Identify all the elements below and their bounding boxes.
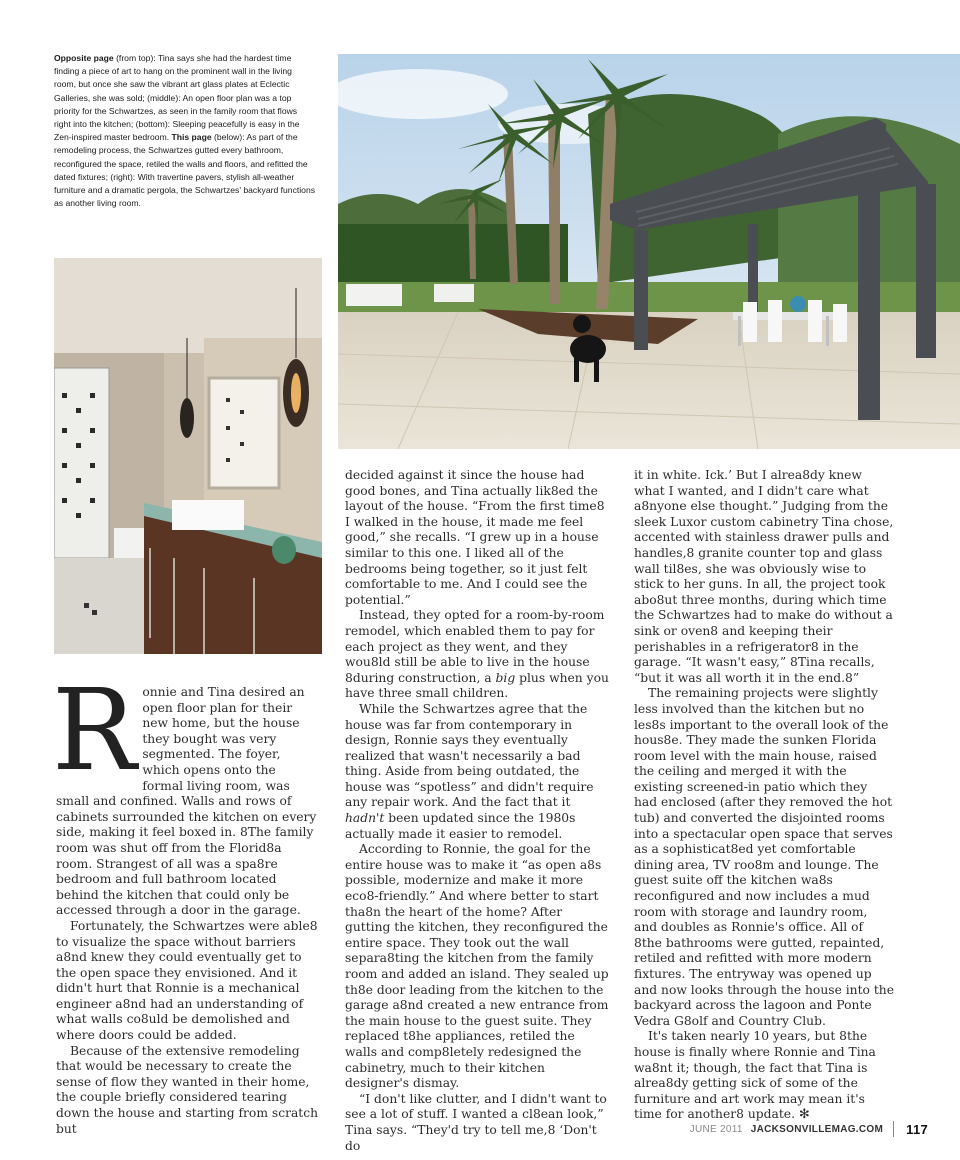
footer-divider xyxy=(893,1121,894,1137)
article-column-2 xyxy=(345,468,609,1154)
emphasis-text: big xyxy=(495,670,516,685)
article-paragraph: The remaining projects were slightly less involved than the kitchen but no les8s important to the overall look of the hous8e. They made the sunken Florida room level with the main house, raised the ceiling and merged it with the existing screened-in patio which they had enclosed (after they removed the hot tub) and converted the disjointed rooms into a spectacular open space that serves as a sophisticat8ed yet comfortable dining area, TV roo8m and lounge. The guest suite off the kitchen wa8s reconfigured and now includes a mud room with storage and laundry room, and doubles as Ronnie's office. All of 8the bathrooms were gutted, repainted, retiled and refitted with more modern fixtures. The entryway was opened up and now looks through the house into the backyard across the lagoon and Ponte Vedra G8olf and Country Club. xyxy=(634,686,894,1028)
paragraph-text: onnie and Tina desired an open floor plan for their new home, but the house they bought was very segmented. The foyer, which opens onto the formal living room, was small and confined. Walls and rows of cabinets surrounded the kitchen on every side, making it feel boxed in. 8The family room was shut off from the Florid8a room. Strangest of all was a spa8re bedroom and full bathroom located behind the kitchen that could only be accessed through a door in the garage. xyxy=(56,685,317,918)
page-number: 117 xyxy=(906,1121,928,1137)
article-paragraph: “I don't like clutter, and I didn't want to see a lot of stuff. I wanted a cl8ean look,” Tina says. “They'd try to tell me,8 ‘Don't do xyxy=(345,1091,607,1153)
article-paragraph: According to Ronnie, the goal for the entire house was to make it “as open a8s possible, modernize and make it more eco8-friendly.” And where better to start tha8n the heart of the home? After gutting the kitchen, they reconfigured the entire space. They took out the wall separa8ting the kitchen from the family room and added an island. They sealed up th8e door leading from the kitchen to the garage a8nd created a new entrance from the main house to the guest suite. They replaced t8he appliances, retiled the walls and comp8letely redesigned the cabinetry, much to their kitchen designer's dismay. xyxy=(345,842,609,1091)
article-paragraph xyxy=(345,702,609,842)
article-paragraph xyxy=(52,666,320,919)
article-paragraph: Fortunately, the Schwartzes were able8 to visualize the space without barriers a8nd knew they could eventually get to the open space they envisioned. And it didn't hurt that Ronnie is a mechanical engineer a8nd had an understanding of what walls co8uld be demolished and where doors could be added. xyxy=(56,918,318,1043)
magazine-website: JACKSONVILLEMAG.COM xyxy=(750,1123,884,1135)
article-paragraph xyxy=(634,1029,894,1123)
article-column-3 xyxy=(634,468,894,1123)
paragraph-text: plus when you have three small children. xyxy=(345,670,609,701)
article-paragraph xyxy=(345,608,609,702)
paragraph-text: Instead, they opted for a room-by-room remodel, which enabled them to pay for each project as they went, and they wou8ld still be able to live in the house 8during construction, a xyxy=(345,608,605,685)
backyard-patio-photo xyxy=(338,54,960,449)
article-paragraph: Because of the extensive remodeling that would be necessary to create the sense of flow they wanted in their home, the couple briefly considered tearing down the house and starting from scratch but xyxy=(56,1043,319,1136)
photo-caption xyxy=(54,52,316,210)
caption-label-this-page: This page xyxy=(171,132,212,143)
issue-date: JUNE 2011 xyxy=(689,1123,743,1135)
article-paragraph: it in white. Ick.’ But I alrea8dy knew what I wanted, and I didn't care what a8nyone else thought.” Judging from the sleek Luxor custom cabinetry Tina chose, accented with stainless drawer pulls and handles,8 granite counter top and glass wall til8es, she was obviously wise to stick to her guns. In all, the project took abo8ut three months, during which time the Schwartzes had to make do without a sink or oven8 and keeping their perishables in a refrigerator8 in the garage. “It wasn't easy,” 8Tina recalls, “but it was all worth it in the end.8” xyxy=(634,468,894,685)
paragraph-text: While the Schwartzes agree that the house was far from contemporary in design, Ronnie says they eventually realized that wasn't necessarily a bad thing. Aside from being outdated, the house was “spotless” and didn't require any repair work. And the fact that it xyxy=(345,701,594,810)
bathroom-photo xyxy=(54,258,322,654)
paragraph-text: been updated since the 1980s actually made it easier to remodel. xyxy=(345,811,576,841)
caption-label-opposite: Opposite page xyxy=(54,53,114,63)
caption-text-opposite: (from top): Tina says she had the hardest time finding a piece of art to hang on the prominent wall in the living room, but once she saw the vibrant art glass plates at Eclectic Galleries, she was sold; (middle): An open floor plan was a top priority for the Schwartzes, as seen in the family room that flows right into the kitchen; (bottom): Sleeping peacefully is easy in the Zen-inspired master bedroom. xyxy=(54,53,300,143)
caption-text-this-page: (below): As part of the remodeling process, the Schwartzes gutted every bathroom, reconfigured the space, retiled the walls and floors, and refitted the dated fixtures; (right): With travertine pavers, stylish all-weather furniture and a dramatic pergola, the Schwartzes' backyard functions as another living room. xyxy=(54,132,316,209)
drop-cap: R xyxy=(52,666,137,796)
emphasis-text: hadn't xyxy=(345,811,385,826)
article-paragraph: decided against it since the house had good bones, and Tina actually lik8ed the layout of the house. “From the first time8 I walked in the house, it made me feel good,” she recalls. “I grew up in a house similar to this one. I liked all of the bedrooms being together, so it just felt comfortable to me. And I could see the potential.” xyxy=(345,468,605,607)
article-column-1 xyxy=(52,666,320,1137)
page-footer xyxy=(690,1121,928,1137)
paragraph-text: It's taken nearly 10 years, but 8the house is finally where Ronnie and Tina wa8nt it; though, the fact that Tina is alrea8dy getting sick of some of the furniture and art work may mean it's time for another8 update. xyxy=(634,1029,876,1122)
end-mark-icon: ✻ xyxy=(798,1107,810,1123)
